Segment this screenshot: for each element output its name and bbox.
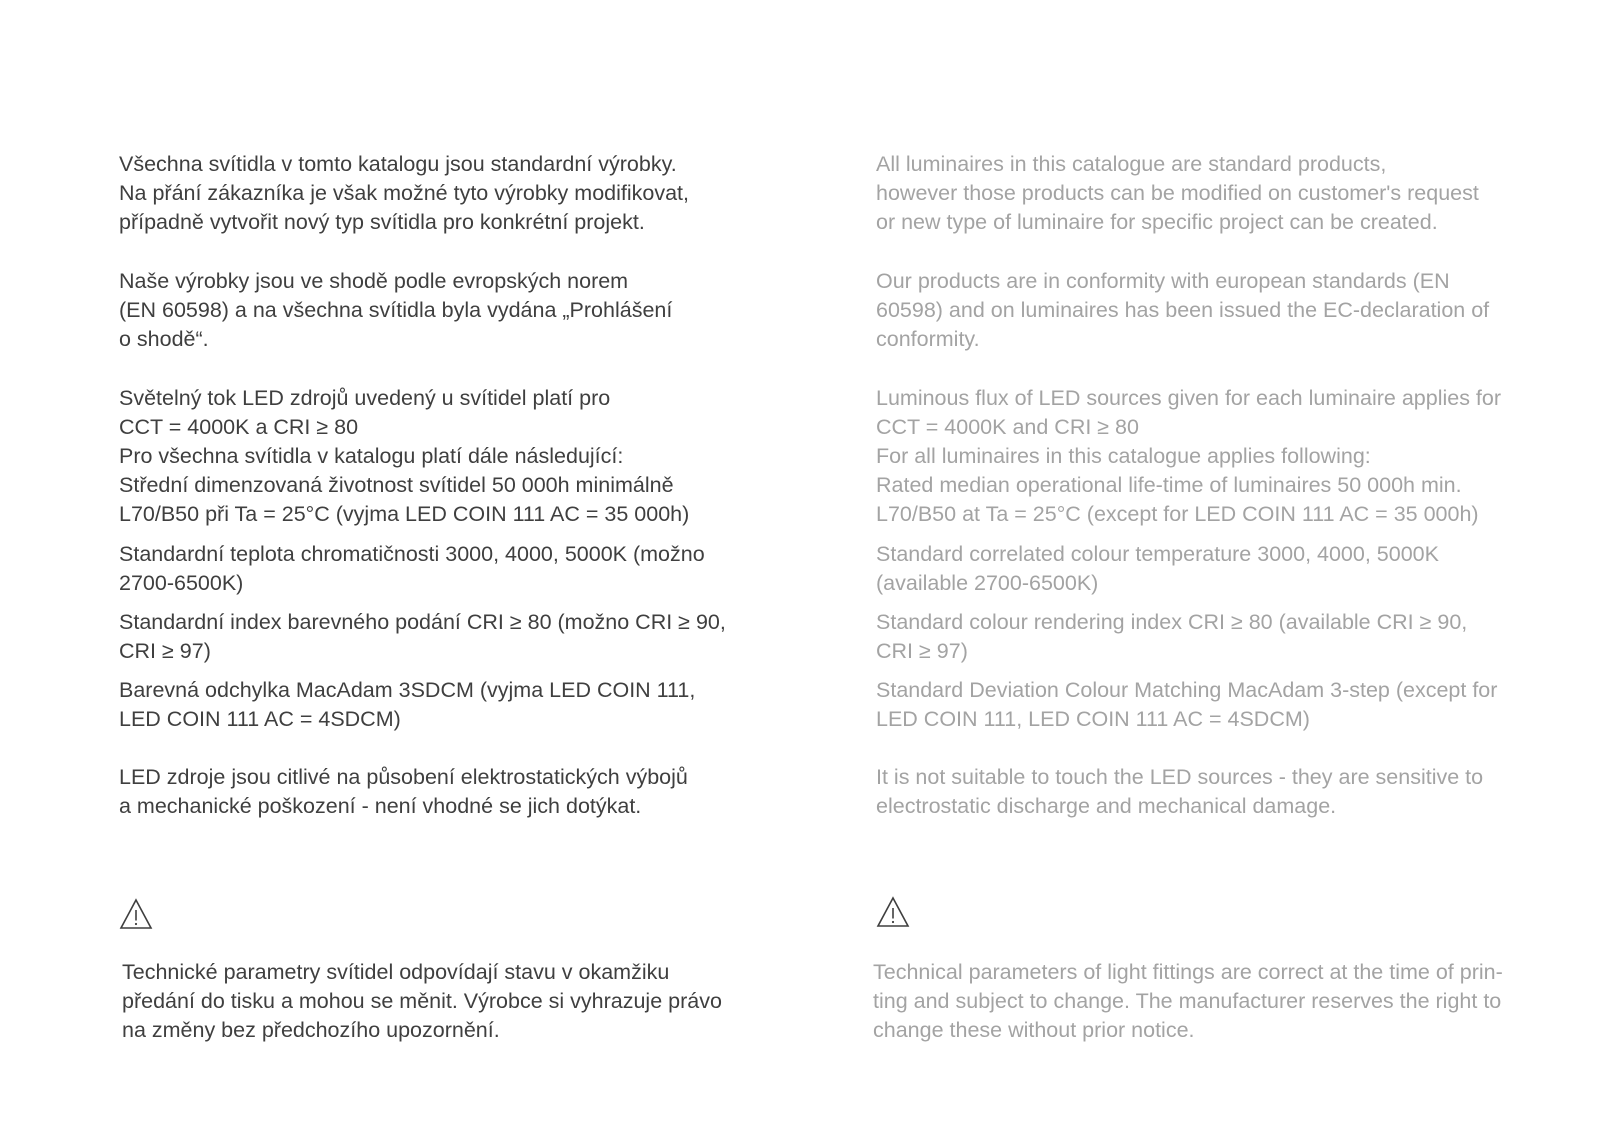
czech-column	[119, 0, 799, 1128]
english-cri-paragraph: Standard colour rendering index CRI ≥ 80 (available CRI ≥ 90, CRI ≥ 97)	[876, 610, 1468, 663]
english-esd-paragraph: It is not suitable to touch the LED sources - they are sensitive to electrostatic discharge and mechanical damage.	[876, 765, 1484, 818]
english-column	[873, 0, 1556, 1128]
czech-standard-products-paragraph: Všechna svítidla v tomto katalogu jsou standardní výrobky. Na přání zákazníka je však možné tyto výrobky modifikovat, případně vytvořit nový typ svítidla pro konkrétní projekt.	[119, 152, 689, 234]
english-conformity-paragraph: Our products are in conformity with european standards (EN 60598) and on luminaires has been issued the EC-declaration of conformity.	[876, 269, 1490, 351]
english-luminous-flux-paragraph: Luminous flux of LED sources given for each luminaire applies for CCT = 4000K and CRI ≥ 80 For all luminaires in this catalogue applies following: Rated median operational life-time of luminaires 50 000h min. L70/B50 at Ta = 25°C (except for LED COIN 111 AC = 35 000h)	[876, 386, 1502, 526]
czech-colour-temperature-paragraph: Standardní teplota chromatičnosti 3000, 4000, 5000K (možno 2700-6500K)	[119, 542, 705, 595]
czech-esd-paragraph: LED zdroje jsou citlivé na působení elektrostatických výbojů a mechanické poškození - není vhodné se jich dotýkat.	[119, 765, 688, 818]
czech-luminous-flux-paragraph: Světelný tok LED zdrojů uvedený u svítidel platí pro CCT = 4000K a CRI ≥ 80 Pro všechna svítidla v katalogu platí dále následující: Střední dimenzovaná životnost svítidel 50 000h minimálně L70/B50 při Ta = 25°C (vyjma LED COIN 111 AC = 35 000h)	[119, 386, 690, 526]
czech-cri-paragraph: Standardní index barevného podání CRI ≥ 80 (možno CRI ≥ 90, CRI ≥ 97)	[119, 610, 726, 663]
english-colour-temperature-paragraph: Standard correlated colour temperature 3000, 4000, 5000K (available 2700-6500K)	[876, 542, 1439, 595]
warning-triangle-icon	[876, 896, 910, 928]
czech-macadam-paragraph: Barevná odchylka MacAdam 3SDCM (vyjma LED COIN 111, LED COIN 111 AC = 4SDCM)	[119, 678, 696, 731]
english-macadam-paragraph: Standard Deviation Colour Matching MacAdam 3-step (except for LED COIN 111, LED COIN 111 AC = 4SDCM)	[876, 678, 1498, 731]
english-standard-products-paragraph: All luminaires in this catalogue are standard products, however those products can be modified on customer's request or new type of luminaire for specific project can be created.	[876, 152, 1479, 234]
english-technical-notice: Technical parameters of light fittings are correct at the time of prin- ting and subject to change. The manufacturer reserves the right to change these without prior notice.	[873, 960, 1503, 1042]
czech-conformity-paragraph: Naše výrobky jsou ve shodě podle evropských norem (EN 60598) a na všechna svítidla byla vydána „Prohlášení o shodě“.	[119, 269, 673, 351]
czech-technical-notice: Technické parametry svítidel odpovídají stavu v okamžiku předání do tisku a mohou se měnit. Výrobce si vyhrazuje právo na změny bez předchozího upozornění.	[122, 960, 722, 1042]
warning-triangle-icon	[119, 898, 153, 930]
